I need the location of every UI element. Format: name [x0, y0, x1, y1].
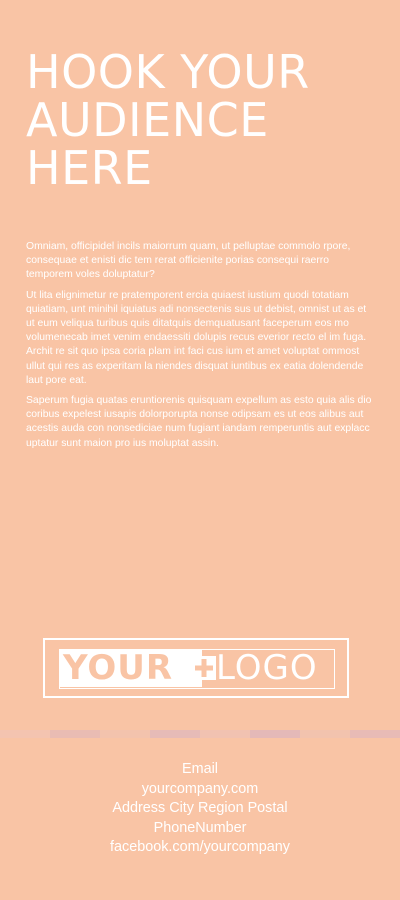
headline — [26, 45, 376, 195]
logo-text-your: YOUR — [60, 650, 202, 687]
contact-address: Address City Region Postal — [112, 800, 288, 817]
decorative-stripe — [0, 730, 400, 738]
stripe-segment — [300, 730, 350, 738]
contact-social[interactable]: facebook.com/yourcompany — [110, 839, 290, 856]
body-text — [26, 240, 372, 457]
contact-website[interactable]: yourcompany.com — [141, 780, 259, 797]
body-paragraph-3: Saperum fugia quatas eruntiorenis quisquam expellum as esto quia alis dio coribus expelest iusapis dolorporupta nonse odipsam es ut eos alibus aut acestis auda con nonsediciae num fugiant iandam remperuntis aut explacc uptatur sunt maion pro ius moluptat assin. — [26, 395, 372, 449]
logo — [43, 638, 349, 698]
stripe-segment — [50, 730, 100, 738]
body-paragraph-1: Omniam, officipidel incils maiorrum quam, ut pelluptae commolo rpore, consequae et enisti dic tem rerat officienite porias consequi raerro temporem voles doluptatur? — [26, 241, 351, 281]
plus-icon — [192, 656, 216, 680]
headline-line-3: HERE — [26, 141, 153, 195]
stripe-segment — [100, 730, 150, 738]
contact-block — [0, 760, 400, 858]
logo-frame — [59, 649, 335, 689]
headline-line-1: HOOK YOUR — [26, 45, 310, 99]
stripe-segment — [200, 730, 250, 738]
contact-email[interactable]: Email — [182, 761, 218, 777]
logo-text-logo: LOGO — [216, 648, 318, 688]
stripe-segment — [350, 730, 400, 738]
contact-phone[interactable]: PhoneNumber — [153, 819, 247, 836]
body-paragraph-2: Ut lita elignimetur re pratemporent ercia quiaest iustium quodi totatiam quiatiam, unt minihil iquiatus adi nonsectenis sus ut debist, omnist ut as et ut eum veliqua turibus quis ditatquis demquatusant faceperum eos mo volumenecab imet venim endaessiti dolupis recus everior recto el im fuga. Archit re sit quo ipsa coria plam int faci cus ium et amet voluptat ommost ullut qui res as experitam la niendes disquat iuntibus ex eatia dolendende laut pore eat. — [26, 289, 367, 386]
headline-line-2: AUDIENCE — [26, 93, 269, 147]
stripe-segment — [0, 730, 50, 738]
stripe-segment — [250, 730, 300, 738]
stripe-segment — [150, 730, 200, 738]
